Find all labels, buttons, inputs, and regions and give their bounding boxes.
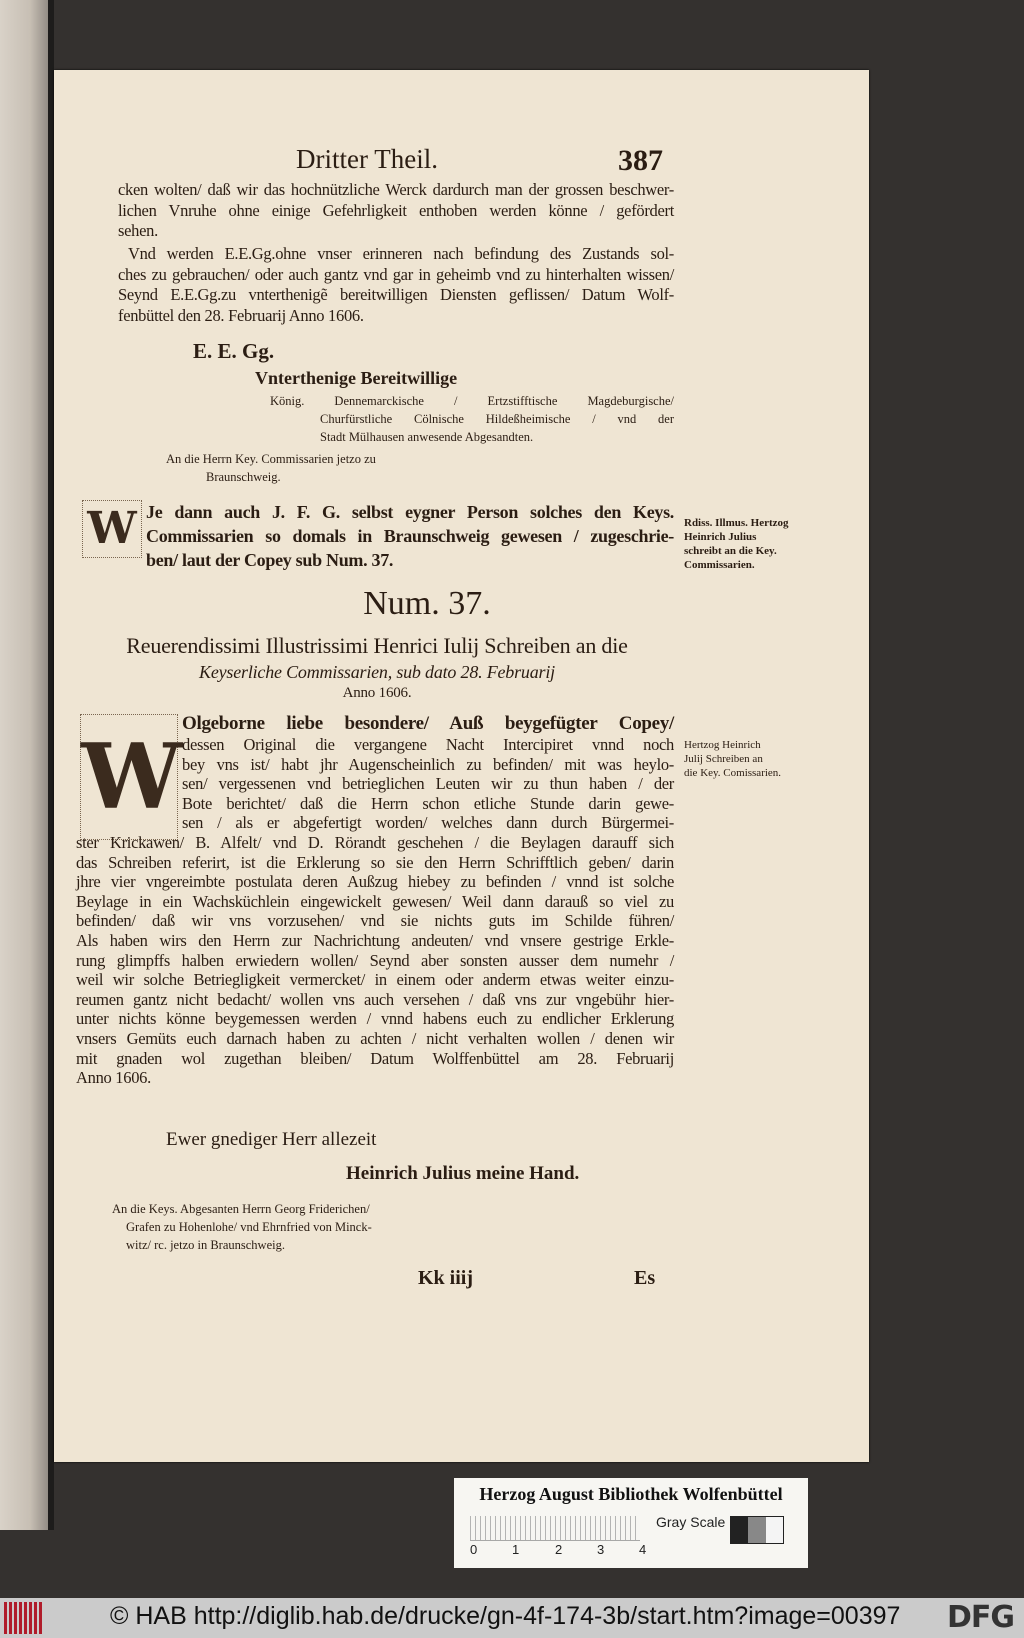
letter-body — [76, 712, 674, 1088]
paragraph-closing — [118, 244, 674, 326]
copyright-url[interactable]: © HAB http://diglib.hab.de/drucke/gn-4f-174-3b/start.htm?image=00397 — [110, 1602, 901, 1630]
footer-bar — [0, 1598, 1024, 1638]
salutation: E. E. Gg. — [193, 339, 275, 363]
text-line: mit gnaden wol zugethan bleiben/ Datum Wolffenbüttel am 28. Februarij — [76, 1048, 674, 1068]
text-line: An die Keys. Abgesanten Herrn Georg Friderichen/ — [112, 1202, 370, 1216]
decorated-initial: W — [82, 500, 142, 558]
catchword: Es — [634, 1267, 656, 1289]
text-line: jhre vier vngereimbte postulata deren Außzug hiebey zu befinden / vnnd ist solche — [76, 872, 674, 892]
text-line: befinden/ daß wir vns vorzusehen/ vnd sie nichts guts im Schilde führen/ — [76, 911, 674, 931]
decorated-initial: W — [80, 714, 178, 840]
text-line: rung glimpffs halben erwiedern wollen/ Seynd aber sonsten ausser dem numehr / — [76, 950, 674, 970]
text-line: Olgeborne liebe besondere/ Auß beygefügter Copey/ — [182, 713, 674, 734]
text-line: Anno 1606. — [342, 685, 412, 701]
text-line: Je dann auch J. F. G. selbst eygner Person solches den Keys. — [146, 502, 674, 522]
text-line: witz/ rc. jetzo in Braunschweig. — [126, 1238, 285, 1252]
hab-logo-icon — [4, 1602, 44, 1634]
dfg-logo: DFG — [946, 1600, 1014, 1635]
text-line: Julij Schreiben an — [684, 753, 763, 765]
text-line: dessen Original die vergangene Nacht Intercipiret vnnd noch — [182, 735, 674, 754]
text-line: König. Dennemarckische / Ertzstifftische Magdeburgische/ — [270, 394, 674, 408]
text-line: Keyserliche Commissarien, sub dato 28. Februarij — [199, 662, 555, 682]
text-line: fenbüttel den 28. Februarij Anno 1606. — [118, 305, 364, 325]
running-title: Dritter Theil. — [296, 144, 438, 174]
text-line: Stadt Mülhausen anwesende Abgesandten. — [320, 430, 534, 444]
subscription: Vnterthenige Bereitwillige — [255, 368, 458, 388]
section-subtitle — [80, 632, 674, 703]
text-line: Hertzog Heinrich — [684, 739, 761, 751]
adjacent-page-edge — [0, 0, 50, 1530]
text-line: An die Herrn Key. Commissarien jetzo zu — [166, 452, 376, 466]
text-line: sen / als er abgefertigt worden/ welches dann durch Bürgermei- — [182, 813, 674, 833]
address-block — [166, 450, 376, 486]
gray-scale-swatch — [730, 1516, 784, 1544]
scale-ruler — [470, 1516, 640, 1541]
text-line: Churfürstliche Cölnische Hildeßheimische / vnd der — [320, 412, 674, 426]
gray-scale-label: Gray Scale — [656, 1514, 726, 1530]
senders-block — [270, 392, 674, 446]
ruler-tick: 2 — [555, 1542, 563, 1557]
text-line: ches zu gebrauchen/ oder auch gantz vnd gar in geheimb vnd zu hinterhalten wissen/ — [118, 264, 674, 284]
ruler-tick: 0 — [470, 1542, 478, 1557]
text-line: Rdiss. Illmus. Hertzog — [684, 517, 789, 529]
text-line: Braunschweig. — [206, 470, 281, 484]
scan-calibration-label — [454, 1478, 808, 1568]
text-line: unter nichts könne beygemessen werden / vnnd habens euch zu endlicher Erklerung — [76, 1009, 674, 1029]
text-line: ben/ laut der Copey sub Num. 37. — [146, 550, 394, 570]
text-line: Bote berichtet/ daß die Herrn schon etliche Stunde darin gewe- — [182, 793, 674, 813]
text-line: cken wolten/ daß wir das hochnützliche Werck dardurch man der grossen beschwer- — [118, 180, 674, 199]
letter-closing: Ewer gnediger Herr allezeit — [166, 1129, 377, 1150]
text-line: Heinrich Julius — [684, 531, 757, 543]
text-line: Als haben wirs den Herrn zur Nachrichtung andeuten/ vnd vnsere gestrige Erkle- — [76, 930, 674, 950]
text-line: Reuerendissimi Illustrissimi Henrici Iulij Schreiben an die — [126, 633, 628, 658]
page-number: 387 — [618, 144, 663, 177]
marginal-note — [684, 738, 781, 780]
text-line: Grafen zu Hohenlohe/ vnd Ehrnfried von Minck- — [126, 1220, 372, 1234]
text-line: Vnd werden E.E.Gg.ohne vnser erinneren nach befindung des Zustands sol- — [128, 244, 674, 263]
text-line: weil wir solche Betriegligkeit vermercket/ in einem oder anderm etwas weiter einzu- — [76, 970, 674, 990]
text-line: Anno 1606. — [76, 1068, 151, 1088]
text-line: sehen. — [118, 221, 158, 240]
text-line: vnsers Gemüts euch darnach haben zu achten / nicht verhalten wollen / denen wir — [76, 1028, 674, 1048]
text-line: Commissarien so domals in Braunschweig gewesen / zugeschrie- — [146, 526, 674, 546]
text-line: das Schreiben referirt, ist die Erklerung so sie den Herrn Schrifftlich geben/ darin — [76, 852, 674, 872]
text-line: die Key. Comissarien. — [684, 767, 782, 779]
text-line: Seynd E.E.Gg.zu vnterthenigẽ bereitwilligen Diensten geflissen/ Datum Wolf- — [118, 285, 674, 304]
paragraph-continuation — [118, 180, 674, 242]
signature-mark: Kk iiij — [418, 1267, 474, 1289]
text-line: bey vns ist/ habt jhr Augenscheinlich zu befinden/ mit was heylo- — [182, 754, 674, 774]
text-line: reumen gantz nicht bedacht/ wollen vns auch versehen / daß vns zur vngebühr hier- — [76, 989, 674, 1009]
letter-address — [112, 1200, 372, 1254]
section-title: Num. 37. — [363, 585, 491, 622]
text-line: Commissarien. — [684, 559, 755, 571]
text-line: sen/ vergessenen vnd betrieglichen Leuten wir zu thun haben / der — [182, 774, 674, 794]
marginal-note — [684, 516, 789, 572]
letter-signature: Heinrich Julius meine Hand. — [346, 1163, 580, 1184]
ruler-tick: 1 — [512, 1542, 520, 1557]
text-line: Beylage in ein Wachsküchlein eingewickelt gewesen/ Weil dann darauß so viel zu — [76, 891, 674, 911]
text-line: schreibt an die Key. — [684, 545, 777, 557]
text-line: lichen Vnruhe ohne einige Gefehrligkeit enthoben werden könne / gefördert — [118, 200, 674, 220]
paragraph-intro — [146, 500, 674, 572]
ruler-tick: 4 — [639, 1542, 647, 1557]
library-name: Herzog August Bibliothek Wolfenbüttel — [479, 1484, 783, 1504]
text-line: ster Krickawen/ B. Alfelt/ vnd D. Rörandt geschehen / die Beylagen darauff sich — [76, 832, 674, 852]
ruler-tick: 3 — [597, 1542, 605, 1557]
